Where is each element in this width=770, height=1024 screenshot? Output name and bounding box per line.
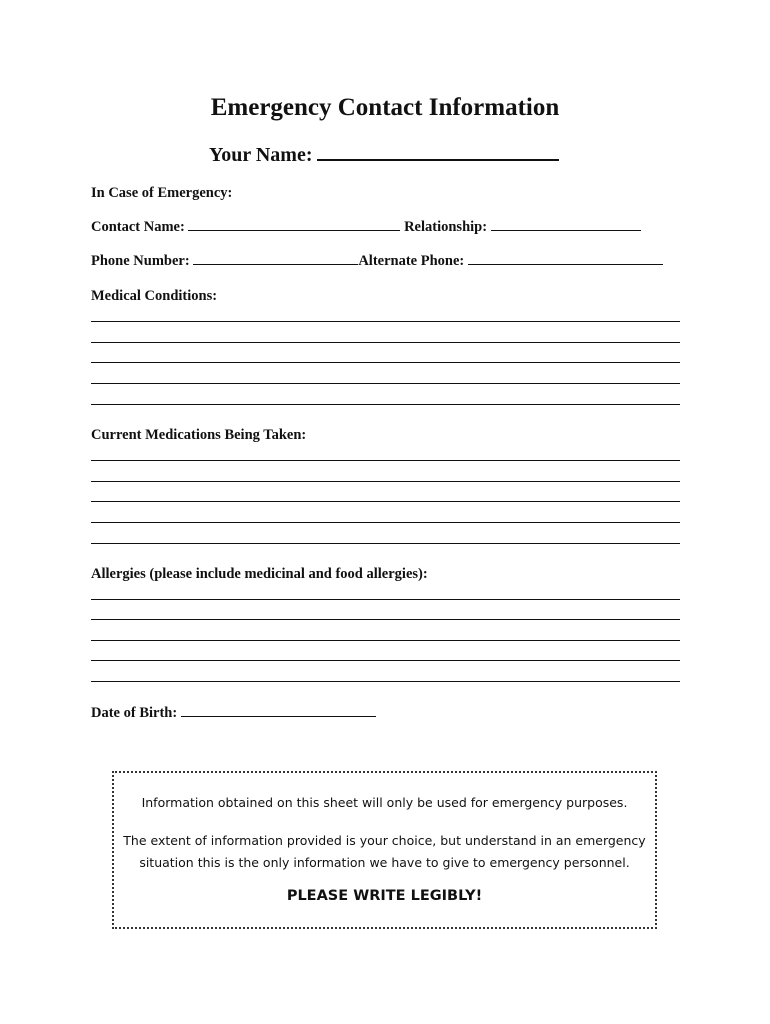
allergies-label: Allergies (please include medicinal and food allergies): <box>91 566 428 582</box>
date-of-birth-row <box>91 703 376 722</box>
medical-conditions-line[interactable] <box>91 342 680 343</box>
allergies-line[interactable] <box>91 681 680 682</box>
relationship-label: Relationship: <box>404 219 488 235</box>
medications-line[interactable] <box>91 543 680 544</box>
phone-number-label: Phone Number: <box>91 253 190 269</box>
medical-conditions-line[interactable] <box>91 383 680 384</box>
form-title: Emergency Contact Information <box>210 94 560 121</box>
your-name-field[interactable] <box>317 141 559 161</box>
phone-number-field[interactable] <box>193 251 358 265</box>
contact-name-field[interactable] <box>188 217 400 231</box>
in-case-of-emergency-label: In Case of Emergency: <box>91 185 233 201</box>
date-of-birth-label: Date of Birth: <box>91 705 178 721</box>
medications-line[interactable] <box>91 522 680 523</box>
alternate-phone-field[interactable] <box>468 251 663 265</box>
phone-row <box>91 251 663 270</box>
medical-conditions-line[interactable] <box>91 321 680 322</box>
allergies-line[interactable] <box>91 640 680 641</box>
medical-conditions-label: Medical Conditions: <box>91 288 218 304</box>
your-name-row <box>209 141 559 168</box>
allergies-line[interactable] <box>91 660 680 661</box>
notice-extent-text <box>114 830 655 874</box>
contact-name-label: Contact Name: <box>91 219 185 235</box>
medications-line[interactable] <box>91 481 680 482</box>
notice-legibly-text: PLEASE WRITE LEGIBLY! <box>286 888 483 904</box>
relationship-field[interactable] <box>491 217 641 231</box>
medical-conditions-line[interactable] <box>91 404 680 405</box>
contact-name-row <box>91 217 641 236</box>
notice-extent-line: The extent of information provided is your choice, but understand in an emergency situation this is the only information we have to give to emergency personnel. <box>123 833 646 870</box>
medical-conditions-line[interactable] <box>91 362 680 363</box>
alternate-phone-label: Alternate Phone: <box>358 253 465 269</box>
allergies-line[interactable] <box>91 619 680 620</box>
notice-purpose-text: Information obtained on this sheet will only be used for emergency purposes. <box>141 795 628 810</box>
your-name-label: Your Name: <box>209 144 313 166</box>
medications-label: Current Medications Being Taken: <box>91 427 307 443</box>
medications-line[interactable] <box>91 501 680 502</box>
date-of-birth-field[interactable] <box>181 703 376 717</box>
notice-box <box>112 771 657 929</box>
allergies-line[interactable] <box>91 599 680 600</box>
medications-line[interactable] <box>91 460 680 461</box>
